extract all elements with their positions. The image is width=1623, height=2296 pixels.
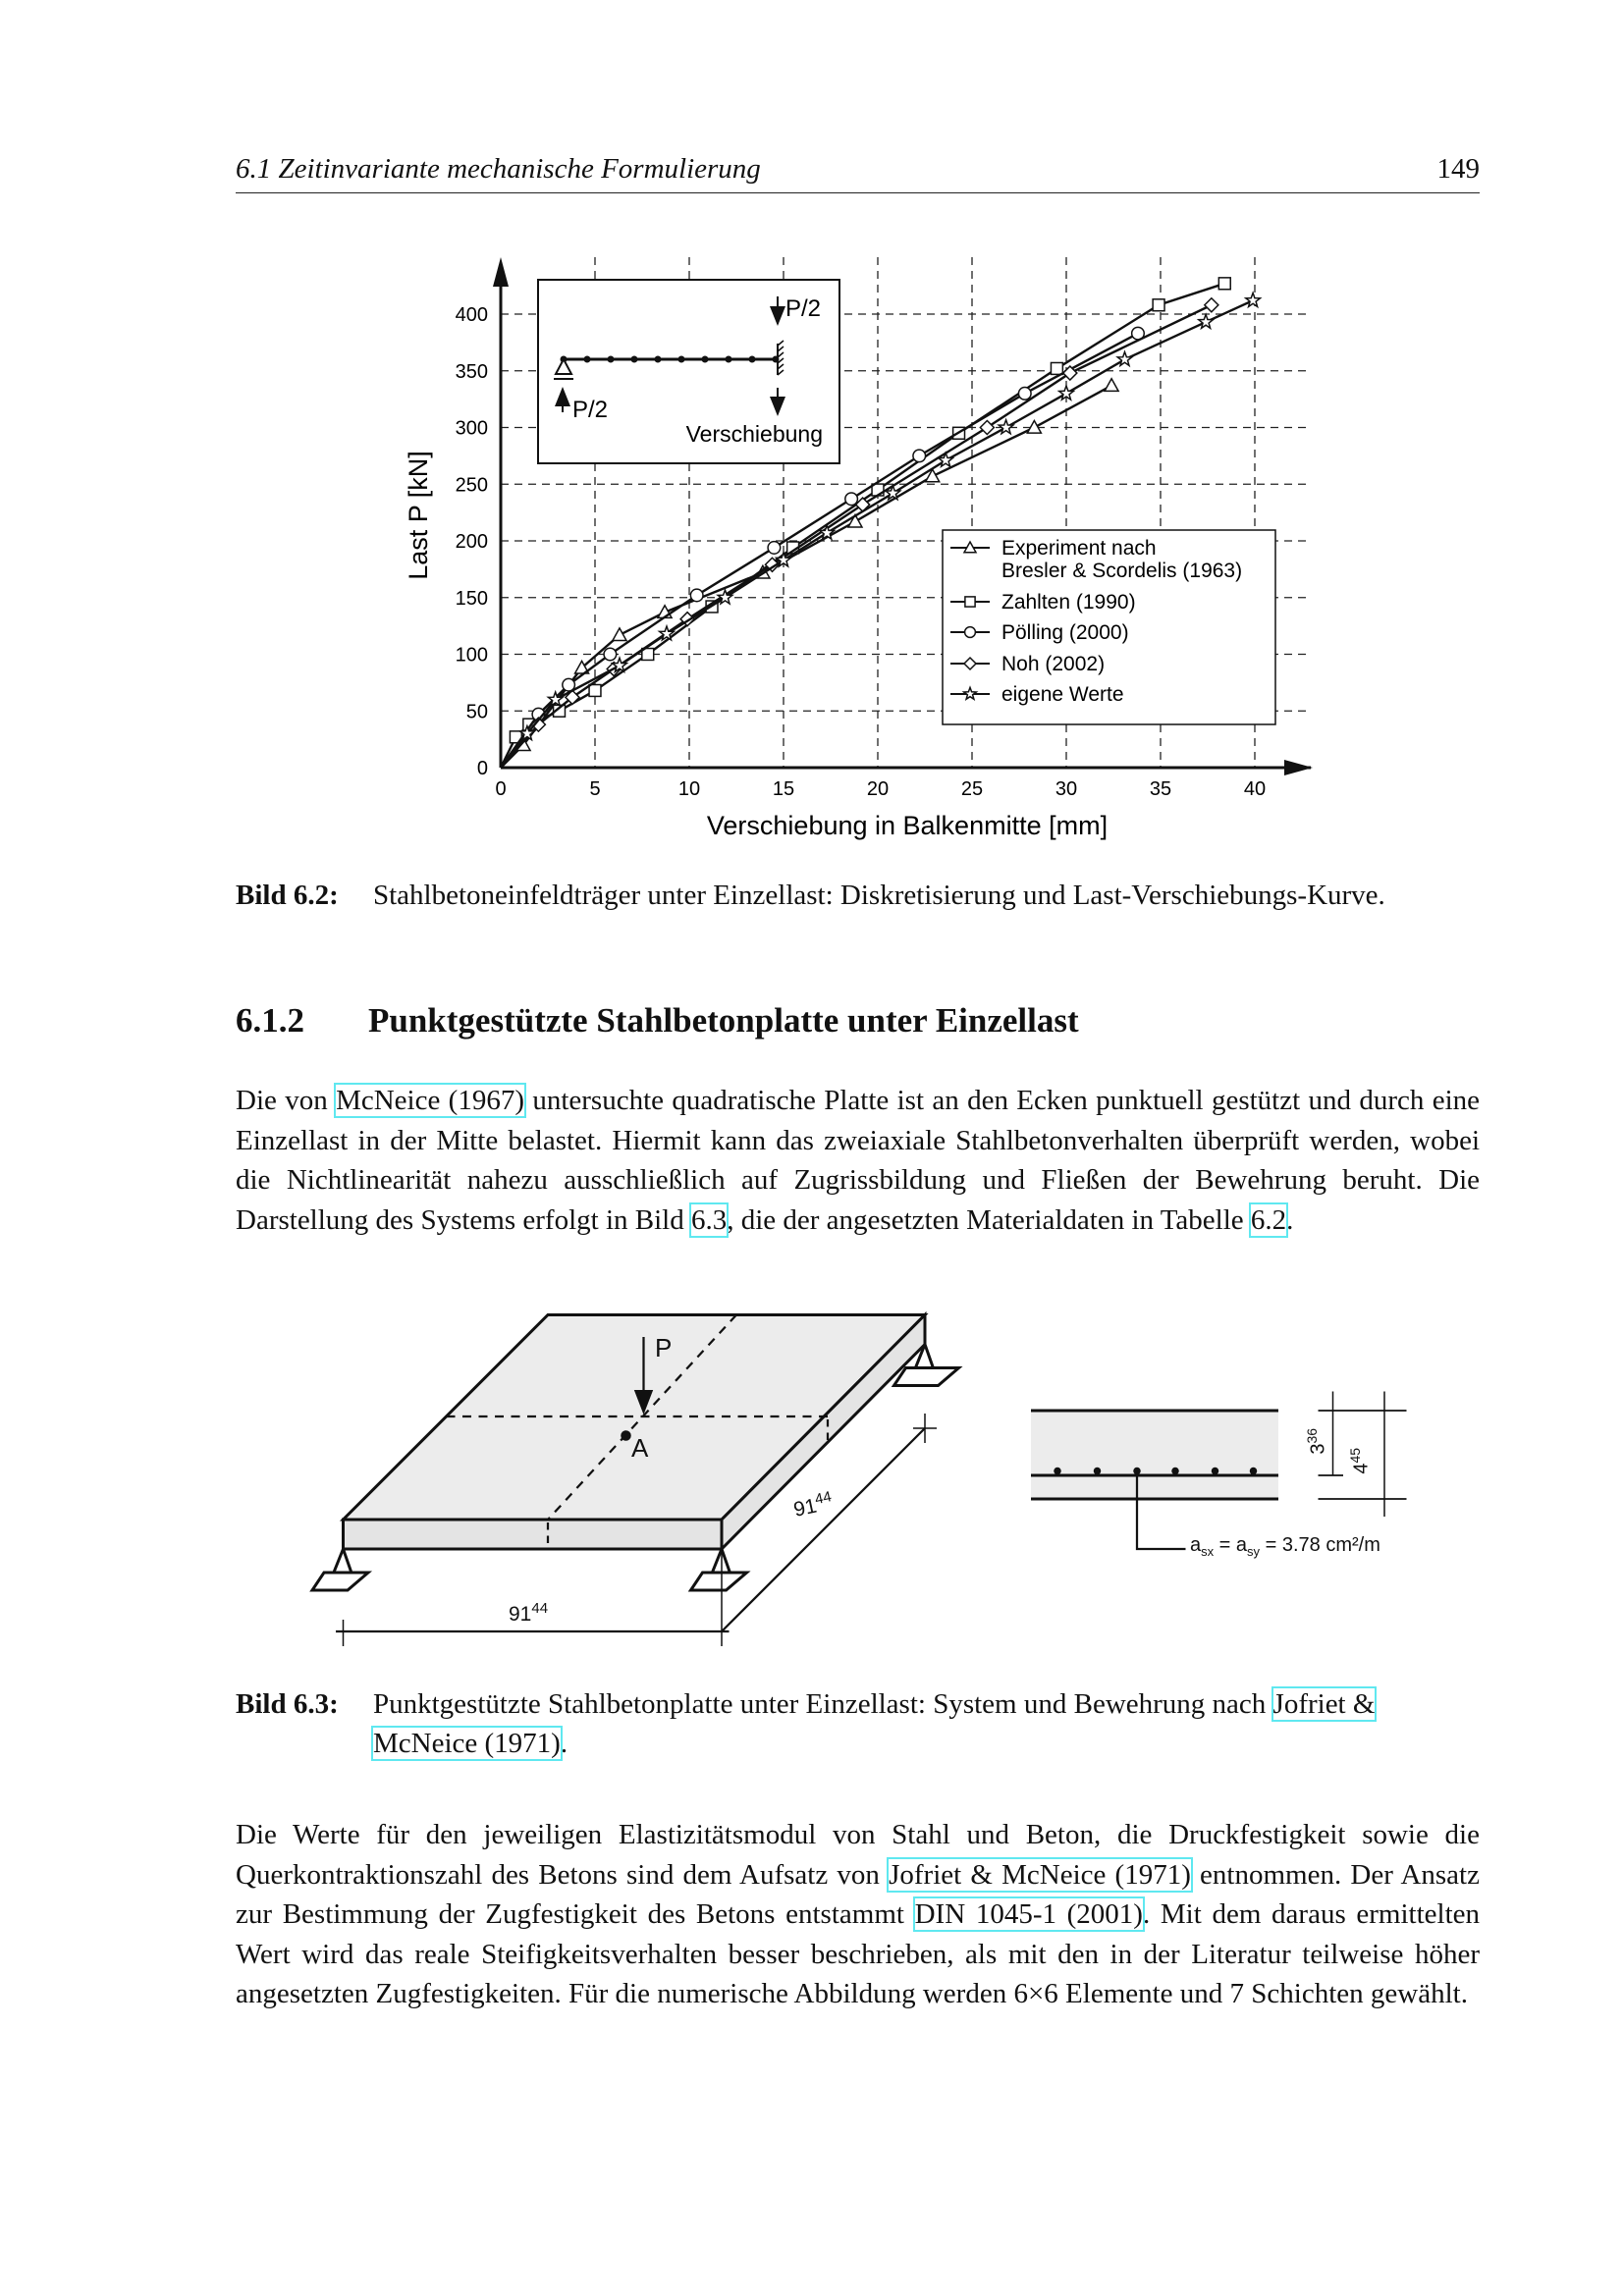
citation-link[interactable]: Jofriet & McNeice (1971) bbox=[373, 1688, 1376, 1759]
node-dot bbox=[631, 356, 638, 363]
y-tick-label: 250 bbox=[455, 474, 488, 497]
caption-text: Stahlbetoneinfeldträger unter Einzellast: Diskretisierung und Last-Verschiebungs-Kurve. bbox=[373, 880, 1385, 911]
x-axis-arrow bbox=[1284, 760, 1313, 775]
dimension-sup: 44 bbox=[813, 1488, 834, 1509]
section-heading bbox=[236, 1001, 1079, 1041]
y-tick-label: 150 bbox=[455, 587, 488, 610]
circle-marker bbox=[768, 542, 781, 555]
x-tick-label: 35 bbox=[1149, 778, 1172, 800]
header-title: 6.1 Zeitinvariante mechanische Formulierung bbox=[236, 153, 761, 185]
paragraph-2 bbox=[236, 1815, 1480, 2014]
node-dot bbox=[749, 356, 756, 363]
x-tick-label: 40 bbox=[1243, 778, 1267, 800]
y-tick-label: 350 bbox=[455, 360, 488, 383]
triangle-marker bbox=[613, 628, 626, 641]
beam-inset bbox=[538, 280, 839, 463]
support-icon bbox=[312, 1549, 368, 1590]
y-tick-label: 100 bbox=[455, 644, 488, 667]
circle-marker bbox=[965, 627, 976, 638]
slab-system-figure bbox=[0, 1276, 1623, 1669]
load-label: P bbox=[655, 1333, 673, 1362]
text: . Mit dem daraus ermittelten Wert wird das reale Steifigkeitsverhalten besser beschrieben, als mit den in der Literatur teilweise höher angesetzten Zugfestigkeiten. Für die numerische Abbildung werden 6×6 Elemente und 7 Schichten gewählt. bbox=[236, 1898, 1481, 2009]
caption-text: Punktgestützte Stahlbetonplatte unter Einzellast: System und Bewehrung nach bbox=[373, 1688, 1273, 1720]
inset-load-bottom: P/2 bbox=[572, 397, 609, 423]
point-label: A bbox=[631, 1433, 649, 1463]
circle-marker bbox=[913, 450, 926, 462]
x-tick-label: 25 bbox=[960, 778, 984, 800]
support-icon bbox=[691, 1549, 747, 1590]
paragraph-1 bbox=[236, 1081, 1480, 1240]
inset-load-top: P/2 bbox=[785, 295, 822, 322]
x-axis-title: Verschiebung in Balkenmitte [mm] bbox=[706, 811, 1109, 840]
text: Die von bbox=[236, 1085, 337, 1116]
diamond-marker bbox=[1063, 366, 1077, 380]
caption-label: Bild 6.2: bbox=[236, 880, 339, 911]
y-axis-title: Last P [kN] bbox=[404, 451, 433, 580]
dimension-label: 91 bbox=[509, 1603, 532, 1626]
star-marker bbox=[1246, 293, 1261, 306]
node-dot bbox=[608, 356, 615, 363]
x-tick-label: 0 bbox=[495, 778, 507, 800]
square-marker bbox=[589, 685, 601, 697]
triangle-marker bbox=[1105, 379, 1118, 392]
y-tick-label: 400 bbox=[455, 304, 488, 326]
cover-dimension: 3 bbox=[1307, 1443, 1329, 1455]
x-tick-label: 10 bbox=[677, 778, 701, 800]
circle-marker bbox=[845, 493, 858, 506]
x-tick-label: 30 bbox=[1055, 778, 1078, 800]
text: untersuchte quadratische Platte ist an den Ecken punktuell gestützt und durch eine Einzellast in der Mitte belastet. Hiermit kann das zweiaxiale Stahlbetonverhalten überprüft werden, wobei die Nichtlinearität nahezu ausschließlich auf Zugrissbildung und Fließen der Bewehrung beruht. Die Darstellung des Systems erfolgt in Bild bbox=[236, 1085, 1481, 1236]
citation-link[interactable]: DIN 1045-1 (2001) bbox=[914, 1898, 1143, 1930]
x-tick-label: 20 bbox=[866, 778, 890, 800]
citation-link[interactable]: Jofriet & McNeice (1971) bbox=[889, 1858, 1191, 1891]
text: , die der angesetzten Materialdaten in Tabelle bbox=[727, 1203, 1251, 1236]
legend-label: Zahlten (1990) bbox=[1001, 591, 1136, 614]
diamond-marker bbox=[1205, 298, 1218, 312]
load-displacement-chart bbox=[0, 0, 1623, 864]
node-dot bbox=[726, 356, 732, 363]
node-dot bbox=[584, 356, 591, 363]
node-dot bbox=[702, 356, 709, 363]
legend-label: Pölling (2000) bbox=[1001, 621, 1129, 644]
figure-ref-link[interactable]: 6.3 bbox=[690, 1203, 728, 1236]
x-tick-label: 5 bbox=[589, 778, 601, 800]
chart-legend bbox=[943, 530, 1275, 724]
figure-6-2-caption bbox=[236, 876, 1480, 915]
legend-label: Noh (2002) bbox=[1001, 653, 1106, 675]
figure-6-3-caption bbox=[236, 1684, 1480, 1763]
legend-label: Experiment nach bbox=[1001, 537, 1157, 560]
table-ref-link[interactable]: 6.2 bbox=[1250, 1203, 1287, 1236]
circle-marker bbox=[1018, 388, 1031, 400]
reinforcement-label: $a_{sx} = a_{sy} = 3.78$ cm²/m bbox=[1190, 1534, 1380, 1559]
inset-displacement-label: Verschiebung bbox=[685, 421, 823, 447]
cover-dimension-sup: 36 bbox=[1304, 1427, 1321, 1444]
node-dot bbox=[655, 356, 662, 363]
section-number: 6.1.2 bbox=[236, 1001, 304, 1040]
text: Die Werte für den jeweiligen Elastizitätsmodul von Stahl und Beton, die Druckfestigkeit sowie die Querkontraktionszahl des Betons sind dem Aufsatz von bbox=[236, 1819, 1480, 1891]
square-marker bbox=[1153, 299, 1164, 311]
section-title: Punktgestützte Stahlbetonplatte unter Einzellast bbox=[368, 1001, 1079, 1040]
y-tick-label: 0 bbox=[476, 758, 488, 779]
square-marker bbox=[1051, 362, 1062, 374]
dimension-label: 91 bbox=[791, 1494, 819, 1522]
node-dot bbox=[678, 356, 685, 363]
star-marker bbox=[1199, 314, 1214, 328]
circle-marker bbox=[604, 648, 617, 661]
y-tick-label: 300 bbox=[455, 417, 488, 440]
legend-label: Bresler & Scordelis (1963) bbox=[1001, 560, 1243, 582]
x-tick-label: 15 bbox=[772, 778, 795, 800]
text: entnommen. Der Ansatz zur Bestimmung der Zugfestigkeit des Betons entstammt bbox=[236, 1858, 1480, 1930]
thickness-dimension-sup: 45 bbox=[1347, 1447, 1364, 1464]
diamond-marker bbox=[980, 421, 994, 435]
text: . bbox=[1286, 1203, 1294, 1236]
circle-marker bbox=[690, 589, 703, 602]
thickness-dimension: 4 bbox=[1350, 1463, 1373, 1474]
y-tick-label: 50 bbox=[465, 701, 488, 723]
y-tick-label: 200 bbox=[455, 531, 488, 553]
square-marker bbox=[1218, 278, 1230, 290]
citation-link[interactable]: McNeice (1967) bbox=[336, 1085, 524, 1116]
triangle-marker bbox=[1027, 421, 1041, 434]
point-a-dot bbox=[621, 1430, 631, 1441]
caption-end: . bbox=[560, 1728, 568, 1759]
square-marker bbox=[965, 597, 975, 607]
legend-label: eigene Werte bbox=[1001, 683, 1124, 706]
caption-label: Bild 6.3: bbox=[236, 1688, 339, 1720]
y-axis-arrow bbox=[493, 257, 509, 287]
dimension-sup: 44 bbox=[531, 1600, 549, 1617]
slab-front bbox=[344, 1520, 723, 1549]
page-number: 149 bbox=[1436, 153, 1480, 185]
